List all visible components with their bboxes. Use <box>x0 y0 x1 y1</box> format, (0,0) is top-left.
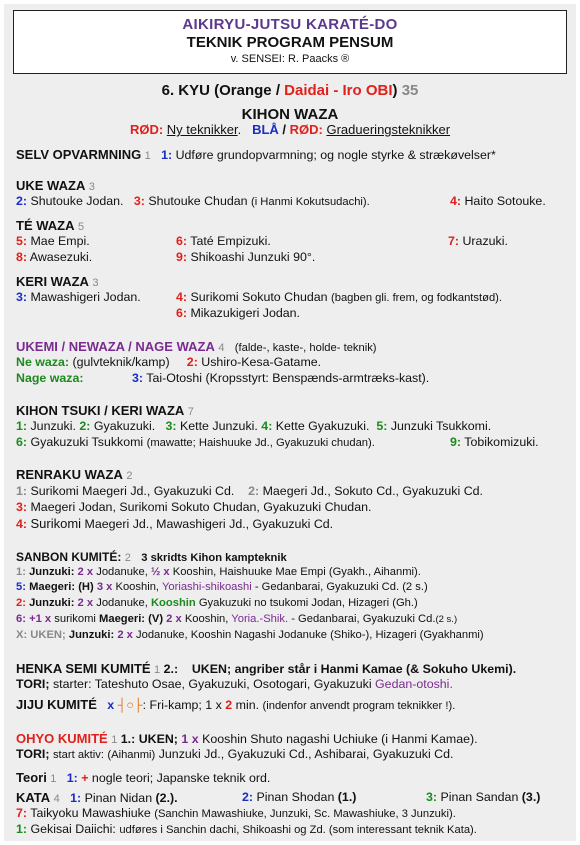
sanbon-row-3: 2: Junzuki: 2 x Jodanuke, Kooshin Gyakuzuki no tsukomi Jodan, Hizageri (Gh.) <box>16 597 418 609</box>
sensei-line: v. SENSEI: R. Paacks ® <box>230 53 350 65</box>
header-box <box>13 10 567 74</box>
program-title: TEKNIK PROGRAM PENSUM <box>186 34 394 51</box>
school-title: AIKIRYU-JUTSU KARATÉ-DO <box>182 16 398 33</box>
tsuki-row-2: 6: Gyakuzuki Tsukkomi (mawatte; Haishuuke Jd., Gyakuzuki chudan). <box>16 435 375 449</box>
kihon-title: KIHON WAZA <box>241 106 339 123</box>
henka-line: HENKA SEMI KUMITÉ 1 2.: UKEN; angriber står i Hanmi Kamae (& Sokuho Ukemi). <box>16 661 517 676</box>
renraku-row-1: 1: Surikomi Maegeri Jd., Gyakuzuki Cd. 2: Maegeri Jd., Sokuto Cd., Gyakuzuki Cd. <box>16 484 483 498</box>
kata-row-2: 7: Taikyoku Mawashiuke (Sanchin Mawashiuke, Junzuki, Sc. Mawashiuke, 3 Junzuki). <box>16 806 456 820</box>
ohyo-line: OHYO KUMITÉ 1 1.: UKEN; 1 x Kooshin Shuto nagashi Uchiuke (i Hanmi Kamae). <box>16 731 478 746</box>
keri-item-6: 6: Mikazukigeri Jodan. <box>176 306 300 320</box>
tsuki-item-9: 9: Tobikomizuki. <box>450 435 539 449</box>
renraku-row-2: 3: Maegeri Jodan, Surikomi Sokuto Chudan, Gyakuzuki Chudan. <box>16 500 372 514</box>
nage-waza-item: 3: Tai-Otoshi (Kropsstyrt: Benspænds-armtræks-kast). <box>132 371 430 385</box>
kata-row-3: 1: Gekisai Daiichi: udføres i Sanchin dachi, Shikoashi og Zd. (som interessant teknik Kata). <box>16 822 477 836</box>
ohyo-tori: TORI; start aktiv: (Aihanmi) Junzuki Jd., Gyakuzuki Cd., Ashibarai, Gyakuzuki Cd. <box>16 747 454 761</box>
grade-count: 35 <box>401 82 419 99</box>
ne-waza-line: Ne waza: (gulvteknik/kamp) 2: Ushiro-Kesa-Gatame. <box>16 355 322 369</box>
document-page <box>4 4 576 841</box>
jiju-symbol: ┤○├ <box>117 698 143 712</box>
grade-title: 6. KYU (Orange / Daidai - Iro OBI) 35 <box>161 82 419 99</box>
sanbon-row-2: 5: Maegeri: (H) 3 x Kooshin, Yoriashi-shikoashi - Gedanbarai, Gyakuzuki Cd. (2 s.) <box>16 581 428 593</box>
te-item-6: 6: Taté Empizuki. <box>176 234 271 248</box>
kata-title: KATA 4 1: Pinan Nidan (2.). <box>16 790 178 805</box>
ukemi-title: UKEMI / NEWAZA / NAGE WAZA 4 (falde-, kaste-, holde- teknik) <box>16 339 377 354</box>
uke-item-4: 4: Haito Sotouke. <box>450 194 546 208</box>
selv-line: SELV OPVARMNING 1 1: Udføre grundopvarmning; og nogle styrke & strækøvelser* <box>16 147 496 162</box>
tsuki-row-1: 1: Junzuki. 2: Gyakuzuki. 3: Kette Junzuki. 4: Kette Gyakuzuki. 5: Junzuki Tsukkomi. <box>16 419 492 433</box>
keri-title: KERI WAZA 3 <box>16 274 99 289</box>
kata-item-2: 2: Pinan Shodan (1.) <box>242 790 357 804</box>
jiju-line: JIJU KUMITÉ x ┤○├: Fri-kamp; 1 x 2 min. (indenfor anvendt program teknikker !). <box>16 697 456 712</box>
te-item-9: 9: Shikoashi Junzuki 90°. <box>176 250 316 264</box>
te-item-7: 7: Urazuki. <box>448 234 508 248</box>
te-item-5: 5: Mae Empi. <box>16 234 90 248</box>
kata-item-3: 3: Pinan Sandan (3.) <box>426 790 541 804</box>
teori-line: Teori 1 1: + nogle teori; Japanske teknik ord. <box>16 770 271 785</box>
uke-items: 2: Shutouke Jodan. 3: Shutouke Chudan (i Hanmi Kokutsudachi). <box>16 194 370 208</box>
tsuki-title: KIHON TSUKI / KERI WAZA 7 <box>16 403 194 418</box>
sanbon-row-5: X: UKEN; Junzuki: 2 x Jodanuke, Kooshin Nagashi Jodanuke (Shiko-), Hizageri (Gyakhanmi) <box>16 629 484 641</box>
sanbon-row-1: 1: Junzuki: 2 x Jodanuke, ½ x Kooshin, Haishuuke Mae Empi (Gyakh., Aihanmi). <box>16 566 421 578</box>
legend: RØD: Ny teknikker. BLÅ / RØD: Gradueringsteknikker <box>129 122 451 137</box>
sanbon-title: SANBON KUMITÉ: 2 3 skridts Kihon kampteknik <box>16 550 287 564</box>
uke-title: UKE WAZA 3 <box>16 178 95 193</box>
te-item-8: 8: Awasezuki. <box>16 250 93 264</box>
keri-item-4: 4: Surikomi Sokuto Chudan (bagben gli. frem, og fodkantstød). <box>176 290 503 304</box>
te-title: TÉ WAZA 5 <box>16 218 85 233</box>
renraku-row-3: 4: Surikomi Maegeri Jd., Mawashigeri Jd., Gyakuzuki Cd. <box>16 516 334 531</box>
keri-item-3: 3: Mawashigeri Jodan. <box>16 290 141 304</box>
daidai-label: Daidai - Iro OBI <box>284 82 393 99</box>
sanbon-row-4: 6: +1 x surikomi Maegeri: (V) 2 x Kooshin, Yoria.-Shik. - Gedanbarai, Gyakuzuki Cd.(2 s.) <box>16 613 458 625</box>
renraku-title: RENRAKU WAZA 2 <box>16 467 133 482</box>
nage-waza-line: Nage waza: <box>16 371 84 385</box>
henka-tori: TORI; starter: Tateshuto Osae, Gyakuzuki, Osotogari, Gyakuzuki Gedan-otoshi. <box>16 677 453 691</box>
